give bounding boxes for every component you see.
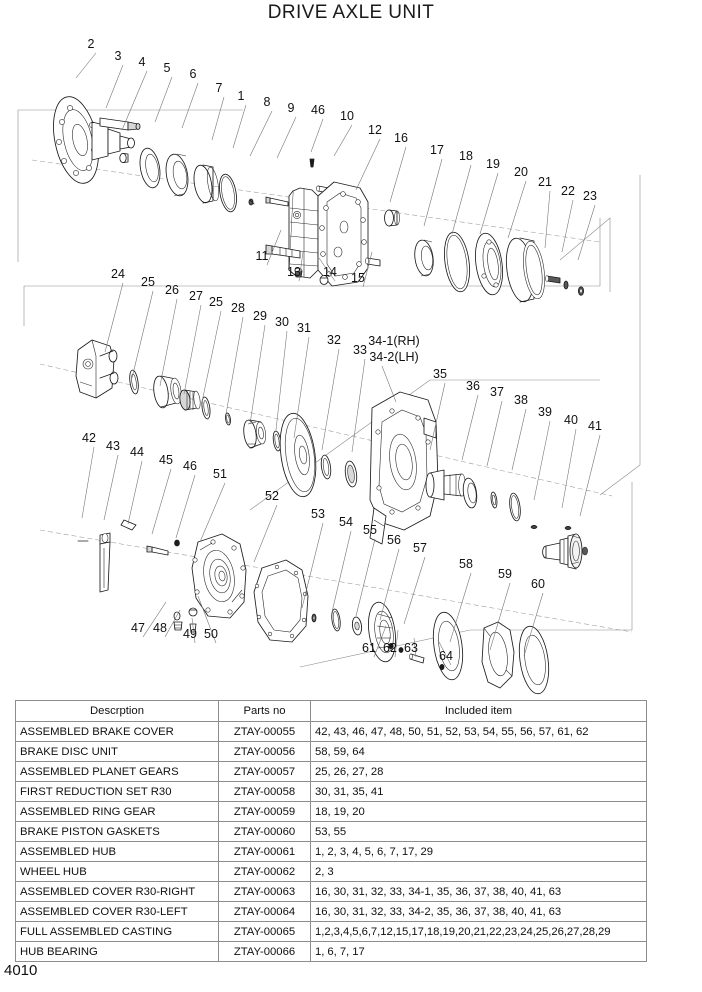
part-pin-46b [175, 540, 180, 546]
callout-number: 39 [538, 405, 552, 419]
callout-28 [226, 301, 245, 414]
leader-line [254, 505, 277, 562]
leader-line [276, 331, 287, 430]
variant-label-lh: 34-2(LH) [369, 350, 419, 364]
cell-parts-no: ZTAY-00063 [219, 882, 311, 902]
callout-5 [155, 61, 172, 122]
callout-51 [200, 467, 227, 542]
callout-25 [202, 295, 223, 402]
callout-54 [332, 515, 353, 612]
part-sun-gear-29 [242, 419, 267, 448]
column-header-included: Included item [311, 701, 647, 722]
callout-35 [430, 367, 447, 450]
callout-number: 63 [404, 641, 418, 655]
part-needle-bearing-27 [179, 389, 202, 410]
callout-53 [302, 507, 325, 608]
cell-included-item: 1, 6, 7, 17 [311, 942, 647, 962]
callout-number: 8 [263, 95, 271, 109]
cell-description: HUB BEARING [16, 942, 219, 962]
part-thrust-washer-25a [128, 370, 139, 395]
callout-2 [76, 37, 96, 78]
leader-line [352, 359, 365, 452]
leader-line [534, 421, 550, 500]
part-bolt-9 [266, 197, 288, 206]
callout-number: 37 [490, 385, 504, 399]
row3-parts [78, 520, 553, 695]
part-bolt-40 [565, 526, 571, 529]
cell-parts-no: ZTAY-00061 [219, 842, 311, 862]
callout-number: 54 [339, 515, 353, 529]
table-row [16, 902, 647, 922]
part-brake-disc-58 [429, 610, 466, 681]
callout-number: 5 [163, 61, 171, 75]
cell-description: ASSEMBLED BRAKE COVER [16, 722, 219, 742]
callout-number: 20 [514, 165, 528, 179]
table-row [16, 782, 647, 802]
cell-included-item: 53, 55 [311, 822, 647, 842]
cell-included-item: 16, 30, 31, 32, 33, 34-1, 35, 36, 37, 38, 40, 41, 63 [311, 882, 647, 902]
part-bearing-36 [461, 477, 478, 509]
part-brake-lever-43 [100, 533, 110, 592]
cell-parts-no: ZTAY-00057 [219, 762, 311, 782]
callout-number: 28 [231, 301, 245, 315]
callout-44 [128, 445, 144, 524]
table-row [16, 742, 647, 762]
leader-line [462, 395, 478, 460]
leader-line [202, 311, 221, 402]
callout-46 [176, 459, 197, 538]
leader-line [356, 539, 375, 616]
callout-number: 60 [531, 577, 545, 591]
callout-number: 17 [430, 143, 444, 157]
part-pin-64 [440, 664, 444, 669]
table-row [16, 882, 647, 902]
callout-number: 31 [297, 321, 311, 335]
callout-55 [356, 523, 377, 616]
leader-line [380, 549, 399, 620]
callout-number: 55 [363, 523, 377, 537]
cell-included-item: 1,2,3,4,5,6,7,12,15,17,18,19,20,21,22,23,24,25,26,27,28,29 [311, 922, 647, 942]
part-wheel-hub-flange [46, 93, 134, 188]
leader-line [302, 523, 323, 608]
table-row [16, 862, 647, 882]
callout-7 [212, 81, 224, 140]
callout-26 [160, 283, 179, 386]
part-cap-50 [189, 608, 197, 616]
leader-line [200, 483, 225, 542]
callout-40 [562, 413, 578, 508]
table-header-row [16, 701, 647, 722]
part-pin-46 [310, 159, 314, 167]
callout-number: 18 [459, 149, 473, 163]
cell-parts-no: ZTAY-00064 [219, 902, 311, 922]
callout-number: 32 [327, 333, 341, 347]
cell-description: FULL ASSEMBLED CASTING [16, 922, 219, 942]
cell-included-item: 18, 19, 20 [311, 802, 647, 822]
leader-line [155, 77, 172, 122]
leader-line [404, 557, 425, 624]
cell-description: ASSEMBLED HUB [16, 842, 219, 862]
callout-number: 38 [514, 393, 528, 407]
callout-63 [404, 638, 418, 657]
callout-number: 15 [351, 271, 365, 285]
callout-33 [352, 343, 367, 452]
row1-parts [46, 93, 583, 304]
part-washer-22 [564, 281, 568, 289]
callout-number: 35 [433, 367, 447, 381]
callout-12 [356, 123, 382, 190]
leader-line [487, 401, 502, 466]
callout-number: 53 [311, 507, 325, 521]
leader-line [480, 173, 498, 234]
callout-52 [254, 489, 279, 562]
callout-number: 52 [265, 489, 279, 503]
part-ring-gear-carrier-19 [472, 231, 506, 296]
part-o-ring-18 [441, 231, 473, 294]
callout-43 [104, 439, 120, 520]
callout-45 [152, 453, 173, 534]
callout-57 [404, 541, 427, 624]
row2-parts [76, 340, 588, 569]
leader-line [508, 181, 526, 238]
cell-included-item: 42, 43, 46, 47, 48, 50, 51, 52, 53, 54, 55, 56, 57, 61, 62 [311, 722, 647, 742]
part-pin-8 [249, 199, 254, 205]
callout-23 [578, 189, 597, 260]
callout-number: 19 [486, 157, 500, 171]
leader-line [122, 71, 147, 130]
part-washer-32 [320, 454, 332, 479]
callout-38 [512, 393, 528, 470]
callout-24 [105, 267, 125, 352]
callout-number: 61 [362, 641, 376, 655]
part-spacer-7 [191, 164, 221, 204]
part-bolt-45 [147, 546, 168, 555]
callout-number: 2 [87, 37, 95, 51]
callout-number: 12 [368, 123, 382, 137]
column-header-parts-no: Parts no [219, 701, 311, 722]
part-bearing-17 [413, 239, 436, 277]
leader-line [332, 531, 351, 612]
callout-number: 40 [564, 413, 578, 427]
callout-number: 4 [138, 55, 146, 69]
callout-49 [183, 618, 197, 643]
part-o-ring-1 [217, 173, 239, 213]
callout-27 [184, 289, 203, 394]
cell-description: BRAKE PISTON GASKETS [16, 822, 219, 842]
callout-29 [250, 309, 267, 424]
part-bushing-16 [385, 210, 400, 226]
callout-number: 6 [189, 67, 197, 81]
callout-number: 56 [387, 533, 401, 547]
leader-line [277, 117, 296, 158]
leader-line [176, 475, 195, 538]
rh-lh-variant-labels [368, 334, 419, 402]
cell-parts-no: ZTAY-00066 [219, 942, 311, 962]
part-bolt-39 [531, 525, 537, 528]
column-header-description: Descrption [16, 701, 219, 722]
callout-39 [534, 405, 552, 500]
part-brake-disc-60 [515, 624, 552, 695]
part-ring-gear-20 [503, 237, 548, 304]
part-o-ring-38 [508, 492, 522, 521]
part-washer-37 [490, 492, 498, 509]
cell-parts-no: ZTAY-00056 [219, 742, 311, 762]
callout-25 [132, 275, 155, 378]
part-planet-gear-26 [152, 375, 183, 409]
callout-3 [106, 49, 123, 108]
table-body [16, 722, 647, 962]
callout-21 [538, 175, 552, 248]
cell-description: ASSEMBLED PLANET GEARS [16, 762, 219, 782]
callout-9 [277, 101, 296, 158]
page-number: 4010 [4, 962, 38, 979]
leader-line [580, 435, 600, 516]
leader-line [152, 469, 171, 534]
callout-number: 48 [153, 621, 167, 635]
callout-number: 43 [106, 439, 120, 453]
part-o-ring-53 [312, 614, 316, 622]
callout-8 [250, 95, 272, 156]
leader-line [545, 191, 550, 248]
callout-number: 62 [383, 641, 397, 655]
leader-line [106, 65, 123, 108]
part-first-reduction-gear-31 [275, 411, 320, 499]
callout-number: 46 [183, 459, 197, 473]
callout-number: 24 [111, 267, 125, 281]
table-row [16, 802, 647, 822]
cell-parts-no: ZTAY-00065 [219, 922, 311, 942]
leader-line [356, 139, 380, 190]
callout-number: 51 [213, 467, 227, 481]
callout-number: 64 [439, 649, 453, 663]
leader-line [250, 325, 265, 424]
part-pin-62 [399, 648, 403, 653]
callout-19 [480, 157, 500, 234]
callout-number: 49 [183, 627, 197, 641]
leader-line [450, 573, 471, 642]
callout-number: 11 [255, 249, 269, 263]
leader-line [311, 119, 323, 152]
table-row [16, 942, 647, 962]
leader-line [390, 147, 406, 202]
leader-line [562, 429, 576, 508]
leader-line [562, 200, 573, 252]
parts-list-container [15, 700, 646, 962]
callout-number: 41 [588, 419, 602, 433]
callout-number: 14 [323, 265, 337, 279]
callout-number: 9 [287, 101, 295, 115]
cell-description: FIRST REDUCTION SET R30 [16, 782, 219, 802]
cell-included-item: 16, 30, 31, 32, 33, 34-2, 35, 36, 37, 38, 40, 41, 63 [311, 902, 647, 922]
callout-number: 22 [561, 184, 575, 198]
leader-line [233, 105, 246, 148]
cell-description: ASSEMBLED COVER R30-LEFT [16, 902, 219, 922]
callout-number: 57 [413, 541, 427, 555]
callout-number: 58 [459, 557, 473, 571]
part-brake-cover-51 [192, 534, 246, 618]
callout-42 [82, 431, 96, 518]
part-dowel-63 [410, 654, 424, 663]
callout-number: 44 [130, 445, 144, 459]
callout-number: 7 [215, 81, 223, 95]
cell-parts-no: ZTAY-00062 [219, 862, 311, 882]
callout-number: 26 [165, 283, 179, 297]
callout-number: 3 [114, 49, 122, 63]
callout-6 [182, 67, 198, 128]
callout-17 [424, 143, 444, 226]
part-bearing-6 [163, 152, 191, 197]
callout-30 [275, 315, 289, 430]
callout-number: 27 [189, 289, 203, 303]
table-row [16, 922, 647, 942]
table-row [16, 762, 647, 782]
part-separator-plate-59 [482, 622, 514, 688]
callout-number: 59 [498, 567, 512, 581]
part-seal-55 [351, 616, 362, 635]
exploded-view-diagram [0, 30, 702, 695]
leader-line [132, 291, 153, 378]
leader-line [452, 165, 471, 234]
callout-37 [487, 385, 504, 466]
cell-included-item: 1, 2, 3, 4, 5, 6, 7, 17, 29 [311, 842, 647, 862]
callout-46 [311, 103, 325, 152]
callout-36 [462, 379, 480, 460]
part-pinion-shaft-41 [543, 534, 588, 569]
cell-included-item: 58, 59, 64 [311, 742, 647, 762]
callout-number: 50 [204, 627, 218, 641]
cell-description: ASSEMBLED RING GEAR [16, 802, 219, 822]
callout-number: 16 [394, 131, 408, 145]
callout-number: 45 [159, 453, 173, 467]
callout-number: 33 [353, 343, 367, 357]
leader-line [182, 83, 198, 128]
part-snap-ring-28 [225, 413, 231, 426]
callout-16 [390, 131, 408, 202]
callout-number: 47 [131, 621, 145, 635]
part-planet-carrier-24 [76, 340, 118, 398]
part-gear-cover-34 [370, 392, 438, 544]
part-gasket-52 [254, 560, 308, 642]
callout-number: 42 [82, 431, 96, 445]
leader-line [424, 159, 442, 226]
callout-number: 10 [340, 109, 354, 123]
table-header [16, 701, 647, 722]
cell-parts-no: ZTAY-00055 [219, 722, 311, 742]
part-input-sleeve-35 [426, 470, 465, 500]
callout-number: 25 [209, 295, 223, 309]
callout-number-layer [76, 37, 602, 665]
leader-line [212, 97, 224, 140]
part-fitting-48 [174, 622, 182, 630]
leader-line [104, 455, 118, 520]
callout-22 [561, 184, 575, 252]
callout-20 [508, 165, 528, 238]
table-row [16, 842, 647, 862]
cell-included-item: 2, 3 [311, 862, 647, 882]
parts-list-table [15, 700, 647, 962]
callout-number: 13 [287, 265, 301, 279]
callout-10 [334, 109, 354, 156]
cell-parts-no: ZTAY-00059 [219, 802, 311, 822]
callout-32 [322, 333, 341, 450]
cell-parts-no: ZTAY-00060 [219, 822, 311, 842]
part-spring-pin-21 [545, 276, 560, 283]
callout-number: 21 [538, 175, 552, 189]
cell-included-item: 30, 31, 35, 41 [311, 782, 647, 802]
leader-line [82, 447, 94, 518]
cell-included-item: 25, 26, 27, 28 [311, 762, 647, 782]
part-nut-23 [578, 287, 583, 295]
leader-line [226, 317, 243, 414]
leader-line [334, 125, 352, 156]
leader-line [382, 366, 396, 402]
callout-41 [580, 419, 602, 516]
leader-line [512, 409, 526, 470]
table-row [16, 822, 647, 842]
callout-number: 29 [253, 309, 267, 323]
cell-description: BRAKE DISC UNIT [16, 742, 219, 762]
cell-description: WHEEL HUB [16, 862, 219, 882]
part-oil-seal-33 [344, 460, 359, 487]
callout-4 [122, 55, 147, 130]
part-nut-4 [120, 153, 128, 162]
callout-number: 36 [466, 379, 480, 393]
variant-label-rh: 34-1(RH) [368, 334, 420, 348]
callout-number: 25 [141, 275, 155, 289]
leader-line [322, 349, 339, 450]
callout-number: 46 [311, 103, 325, 117]
callout-number: 23 [583, 189, 597, 203]
leader-line [184, 305, 201, 394]
leader-line [128, 461, 142, 524]
leader-line [160, 299, 177, 386]
page-title: DRIVE AXLE UNIT [267, 2, 435, 23]
part-oil-seal-5 [137, 147, 163, 190]
callout-1 [233, 89, 246, 148]
cell-description: ASSEMBLED COVER R30-RIGHT [16, 882, 219, 902]
table-row [16, 722, 647, 742]
leader-line [105, 283, 123, 352]
diagram-canvas [0, 30, 702, 695]
leader-line [76, 53, 96, 78]
leader-line [250, 111, 272, 156]
cell-parts-no: ZTAY-00058 [219, 782, 311, 802]
callout-number: 30 [275, 315, 289, 329]
callout-number: 1 [237, 89, 245, 103]
